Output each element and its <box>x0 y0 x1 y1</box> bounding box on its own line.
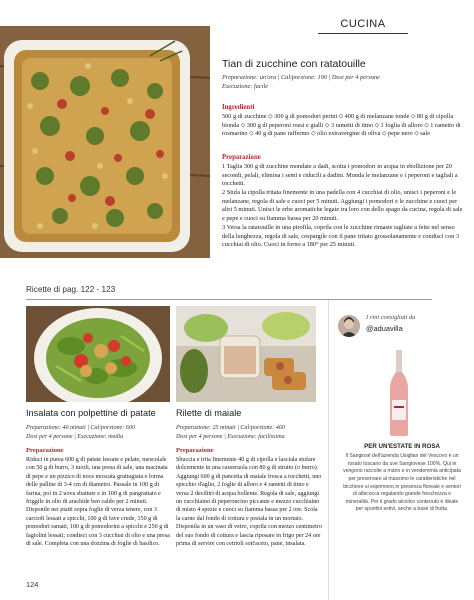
rilette-photo <box>176 306 316 402</box>
insalata-meta-line2: Dosi per 4 persone | Esecuzione: media <box>26 433 124 440</box>
rilette-meta-line1: Preparazione: 25 minuti | Cal/porzione: 460 <box>176 425 285 431</box>
insalata-title: Insalata con polpettine di patate <box>26 408 156 418</box>
section-title: CUCINA <box>318 18 408 34</box>
rilette-meta-line2: Dosi per 4 persone | Esecuzione: facilissima <box>176 433 285 440</box>
ricette-label: Ricette di pag. 122 - 123 <box>26 285 116 294</box>
vini-handle: @aduavilla <box>366 324 403 333</box>
tian-ingredients-heading: Ingredienti <box>222 104 255 111</box>
insalata-preparation-text: Riduci in purea 600 g di patate lessate e pelate, mescolale con 50 g di burro, 3 tuorli, una presa di sale, una macinata di pepe e un pizzico di noce moscata grattugiata e forma delle palline di 3-4 cm di diametro. Passale in 100 g di farina, poi in 2 uova sbattute e in 100 g di pangrattato e friggile in olio di arachide ben caldo per 2 minuti. Disponile nei piatti sopra foglie di verza tenere, con 3 carciofi lessati a spicchi, 100 g di fave crude, 150 g di pomodori ramati, 100 g di pomodorini a spicchi e 250 g di fagiolini lessati; condisci con 3 cucchiai di olio e una presa di sale. Completa con una dozzina di foglie di basilico. <box>26 457 170 548</box>
tian-meta-line1: Preparazione: un'ora | Cal/porzione: 190 | Dosi per 4 persone <box>222 74 380 81</box>
wine-description: Il Sangiosé dell'azienda Usiglian del Vescovo è un rosato toscano da uve Sangiovese 100%. Qui le vengono raccolte a mano e in vendemmia anticipata per preservare al massimo le caratteristiche nel bicchiere si esprimono in presenza floreale e sentori di albicocca regalando grande freschezza e mineralità. Per il grado alcolico contenuto è ideale per spuntini estivi, anche a base di frutta. <box>343 453 461 513</box>
insalata-preparation-heading: Preparazione <box>26 447 64 454</box>
rilette-preparation-text: Sbuccia e trita finemente 40 g di cipolla e lasciala stufare dolcemente in una casseruola con 80 g di strutto (o burro). Aggiungi 600 g di pancetta di maiale fresca a tocchetti, uno spicchio d'aglio, 2 foglie di alloro e 4 rametti di timo e versa 2 decilitri di acqua bollente. Regola di sale, aggiungi un cucchiaino di peperoncino piccante e mezzo cucchiaino di misto 4 spezie e cuoci su fiamma bassa per 2 ore. Scola la carne dal fondo di cottura e pestala in un mortaio. Disponila in un vaso di vetro, coprila con mezzo centimetro del suo fondo di cottura e lascia riposare in frigo per 24 ore prima di servire con cetrioli sott'aceto, pane, insalata. <box>176 457 322 548</box>
insalata-photo <box>26 306 170 402</box>
rilette-meta <box>176 424 322 441</box>
tian-preparation-text <box>222 163 464 250</box>
wine-title: PER UN'ESTATE IN ROSA <box>364 443 440 450</box>
avatar <box>338 315 360 337</box>
tian-photo <box>0 26 210 258</box>
tian-meta-line2: Esecuzione: facile <box>222 82 268 90</box>
rilette-title: Rilette di maiale <box>176 408 242 418</box>
vini-label: I vini consigliati da <box>366 314 416 321</box>
rilette-preparation-heading: Preparazione <box>176 447 214 454</box>
tian-ingredients-text: 500 g di zucchine ⬦ 300 g di pomodori perini ⬦ 400 g di melanzane tonde ⬦ 80 g di cipolla bionda ⬦ 300 g di peperoni rossi e gialli ⬦ 3 rametti di timo ⬦ 1 foglia di alloro ⬦ 1 rametto di rosmarino ⬦ 40 g di pane raffermo ⬦ olio extravergine di oliva ⬦ pepe nero ⬦ sale <box>222 113 461 138</box>
tian-step-3: 3 Versa la ratatouille in una pirofila, coprila con le zucchine rimaste tagliate a fette nel senso della lunghezza, regola di sale, cospargile con il pane tritato grossolanamente e condisci con 3 cucchiai di olio. Cuoci in forno a 180° per 25 minuti. <box>222 223 459 249</box>
insalata-meta <box>26 424 172 441</box>
tian-step-1: 1 Taglia 300 g di zucchine mondate a dadi, scotta i pomodori in acqua in ebollizione per 20 secondi, pelali, elimina i semi e riducili a dadini. Monda le melanzane e i peperoni e tagliali a tocchetti. <box>222 163 458 188</box>
wine-sidebar <box>328 300 474 600</box>
tian-recipe-title: Tian di zucchine con ratatouille <box>222 58 366 70</box>
insalata-meta-line1: Preparazione: 40 minuti | Cal/porzione: 600 <box>26 425 135 431</box>
tian-step-2: 2 Stufa la cipolla tritata finemente in una padella con 4 cucchiai di olio, unisci i peperoni e le melanzane, regola di sale e cuoci per 5 minuti. Aggiungi i pomodori e le zucchine e cuoci per altri 5 minuti. Unisci le erbe aromatiche legate tra loro con dello spago da cucina, regola di sale e pepe e cuoci su fiamma bassa per 20 minuti. <box>222 189 463 223</box>
tian-preparation-heading: Preparazione <box>222 154 261 161</box>
wine-bottle-image <box>384 350 414 436</box>
tian-recipe-meta <box>222 74 462 92</box>
page-number: 124 <box>26 580 39 589</box>
